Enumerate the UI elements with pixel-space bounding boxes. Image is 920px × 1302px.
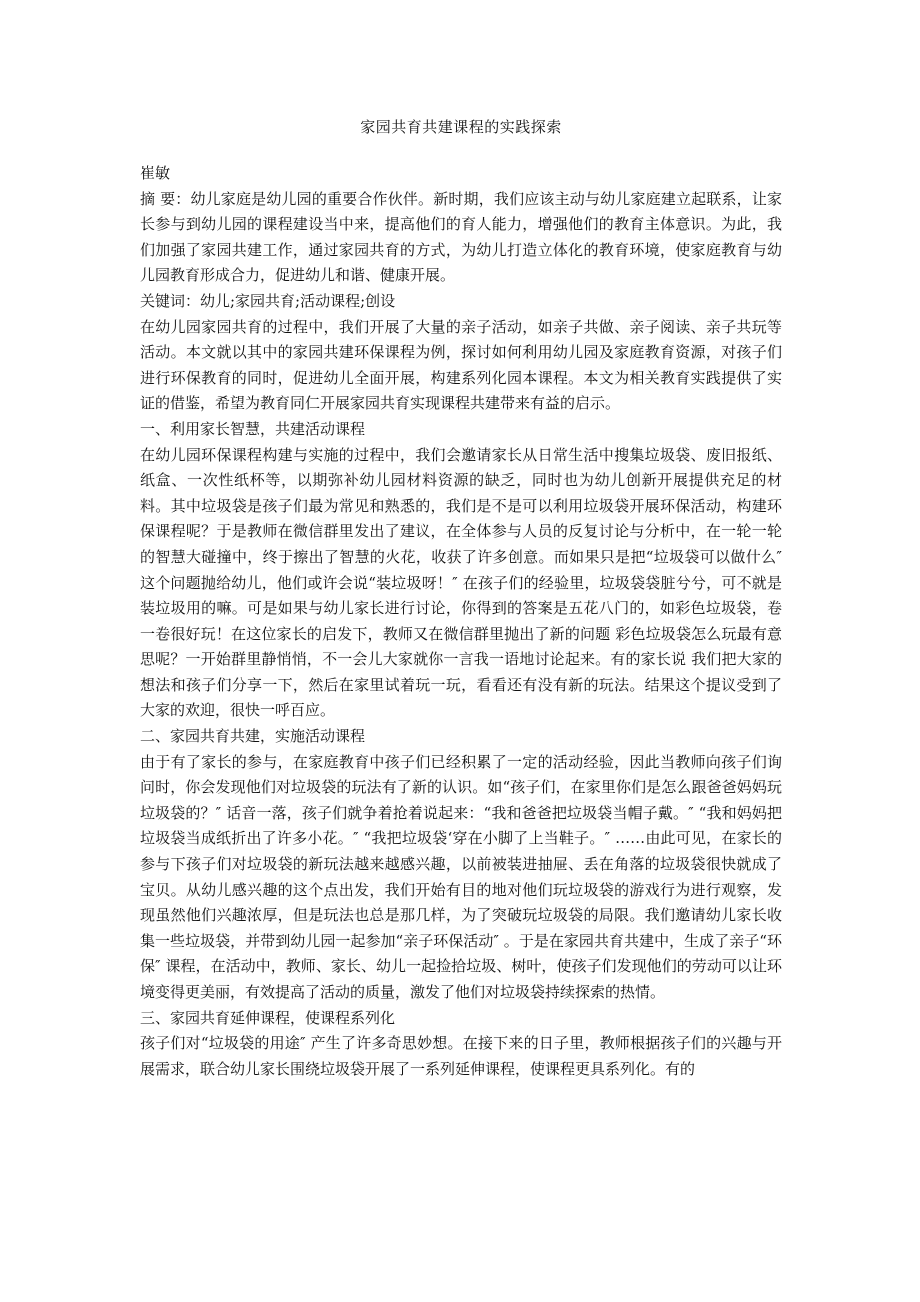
keywords-line: 关键词：幼儿;家园共育;活动课程;创设 <box>140 291 396 310</box>
section-3-paragraph: 孩子们对“垃圾袋的用途″ 产生了许多奇思妙想。在接下来的日子里，教师根据孩子们的兴趣与开展需求，联合幼儿家长围绕垃圾袋开展了一系列延伸课程，使课程更具系列化。有的 <box>140 1034 782 1078</box>
section-2-heading: 二、家园共育共建，实施活动课程 <box>140 727 366 746</box>
section-1-heading: 一、利用家长智慧，共建活动课程 <box>140 419 366 438</box>
document-title: 家园共育共建课程的实践探索 <box>360 118 562 136</box>
abstract-paragraph: 摘 要：幼儿家庭是幼儿园的重要合作伙伴。新时期，我们应该主动与幼儿家庭建立起联系，让家长参与到幼儿园的课程建设当中来，提高他们的育人能力，增强他们的教育主体意识。为此，我们加强了家园共建工作，通过家园共育的方式，为幼儿打造立体化的教育环境，使家庭教育与幼儿园教育形成合力，促进幼儿和谐、健康开展。 <box>140 189 782 285</box>
author-name: 崔敏 <box>140 164 171 182</box>
document-page <box>140 116 782 1082</box>
section-2-paragraph: 由于有了家长的参与，在家庭教育中孩子们已经积累了一定的活动经验，因此当教师向孩子们询问时，你会发现他们对垃圾袋的玩法有了新的认识。如“孩子们，在家里你们是怎么跟爸爸妈妈玩垃圾袋的？″ 话音一落，孩子们就争着抢着说起来：“我和爸爸把垃圾袋当帽子戴。″ “我和妈妈把垃圾袋当成纸折出了许多小花。″ “我把垃圾袋‘穿在小脚了上当鞋子。″ ……由此可见，在家长的参与下孩子们对垃圾袋的新玩法越来越感兴趣，以前被装进抽屉、丢在角落的垃圾袋很快就成了宝贝。从幼儿感兴趣的这个点出发，我们开始有目的地对他们玩垃圾袋的游戏行为进行观察，发现虽然他们兴趣浓厚，但是玩法也总是那几样，为了突破玩垃圾袋的局限。我们邀请幼儿家长收集一些垃圾袋，并带到幼儿园一起参加“亲子环保活动″ 。于是在家园共育共建中，生成了亲子“环保″ 课程，在活动中，教师、家长、幼儿一起捡拾垃圾、树叶，使孩子们发现他们的劳动可以让环境变得更美丽，有效提高了活动的质量，激发了他们对垃圾袋持续探索的热情。 <box>140 752 782 1001</box>
section-1-paragraph: 在幼儿园环保课程构建与实施的过程中，我们会邀请家长从日常生活中搜集垃圾袋、废旧报纸、纸盒、一次性纸杯等，以期弥补幼儿园材料资源的缺乏，同时也为幼儿创新开展提供充足的材料。其中垃圾袋是孩子们最为常见和熟悉的，我们是不是可以利用垃圾袋开展环保活动，构建环保课程呢？于是教师在微信群里发出了建议，在全体参与人员的反复讨论与分析中，在一轮一轮的智慧大碰撞中，终于擦出了智慧的火花，收获了许多创意。而如果只是把“垃圾袋可以做什么″ 这个问题抛给幼儿，他们或许会说“装垃圾呀！″ 在孩子们的经验里，垃圾袋袋脏兮兮，可不就是装垃圾用的嘛。可是如果与幼儿家长进行讨论，你得到的答案是五花八门的，如彩色垃圾袋，卷一卷很好玩！在这位家长的启发下，教师又在微信群里抛出了新的问题 彩色垃圾袋怎么玩最有意思呢？一开始群里静悄悄，不一会儿大家就你一言我一语地讨论起来。有的家长说 我们把大家的想法和孩子们分享一下，然后在家里试着玩一玩，看看还有没有新的玩法。结果这个提议受到了大家的欢迎，很快一呼百应。 <box>140 445 782 720</box>
section-3-heading: 三、家园共育延伸课程，使课程系列化 <box>140 1008 396 1027</box>
intro-paragraph: 在幼儿园家园共育的过程中，我们开展了大量的亲子活动，如亲子共做、亲子阅读、亲子共玩等活动。本文就以其中的家园共建环保课程为例，探讨如何利用幼儿园及家庭教育资源，对孩子们进行环保教育的同时，促进幼儿全面开展，构建系列化园本课程。本文为相关教育实践提供了实证的借鉴，希望为教育同仁开展家园共育实现课程共建带来有益的启示。 <box>140 317 782 413</box>
